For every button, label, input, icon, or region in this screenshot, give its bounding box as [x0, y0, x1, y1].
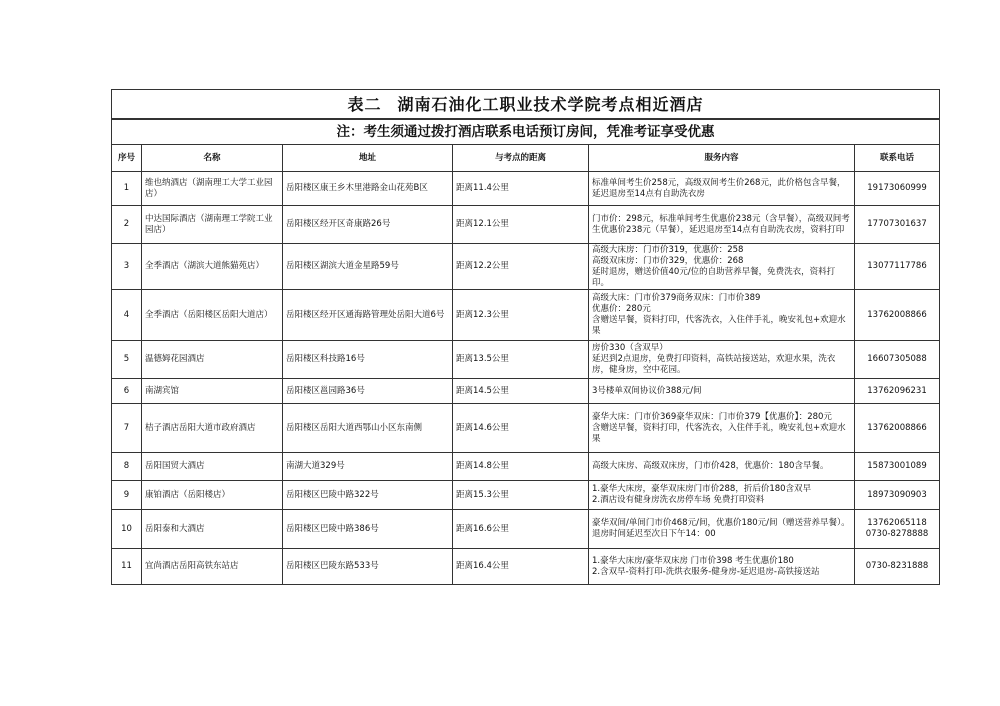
- cell-no: 5: [112, 341, 142, 379]
- cell-distance: 距离12.1公里: [453, 206, 589, 244]
- cell-distance: 距离15.3公里: [453, 481, 589, 510]
- table-note: 注：考生须通过拨打酒店联系电话预订房间，凭准考证享受优惠: [112, 119, 940, 145]
- cell-phone: [855, 453, 940, 481]
- phone-number: 15873001089: [867, 461, 927, 471]
- cell-service: [589, 290, 855, 341]
- cell-address: 岳阳楼区经开区奇康路26号: [283, 206, 453, 244]
- table-row: [112, 549, 940, 585]
- cell-phone: [855, 172, 940, 206]
- header-phone: 联系电话: [855, 145, 940, 172]
- cell-no: 9: [112, 481, 142, 510]
- cell-name: 南湖宾馆: [142, 379, 283, 404]
- cell-phone: [855, 379, 940, 404]
- service-line: 2.酒店设有健身房洗衣房停车场 免费打印资料: [592, 495, 765, 505]
- service-line: 高级双床房：门市价329，优惠价：268: [592, 255, 744, 266]
- cell-phone: [855, 404, 940, 453]
- header-no: 序号: [112, 145, 142, 172]
- service-line: 延迟到2点退房，免费打印资料，高铁站接送站，欢迎水果，洗衣房，健身房，空中花园。: [592, 354, 836, 375]
- cell-address: 岳阳楼区巴陵东路533号: [283, 549, 453, 585]
- cell-no: 2: [112, 206, 142, 244]
- service-line: 高级大床房、高级双床房，门市价428，优惠价：180含早餐。: [592, 461, 829, 471]
- cell-phone: [855, 549, 940, 585]
- cell-service: [589, 510, 855, 549]
- cell-name: 宜尚酒店岳阳高铁东站店: [142, 549, 283, 585]
- phone-number: 13077117786: [867, 261, 927, 271]
- service-line: 3号楼单双间协议价388元/间: [592, 385, 702, 396]
- service-line: 延时退房，赠送价值40元/位的自助营养早餐，免费洗衣，资料打印。: [592, 266, 836, 288]
- header-distance: 与考点的距离: [453, 145, 589, 172]
- phone-number: 19173060999: [867, 183, 927, 193]
- cell-no: 3: [112, 244, 142, 290]
- cell-service: [589, 481, 855, 510]
- cell-no: 1: [112, 172, 142, 206]
- service-line: 退房时间延迟至次日下午14：00: [592, 529, 716, 539]
- cell-name: 温德姆花园酒店: [142, 341, 283, 379]
- cell-distance: 距离14.8公里: [453, 453, 589, 481]
- cell-distance: 距离16.4公里: [453, 549, 589, 585]
- cell-service: [589, 453, 855, 481]
- cell-distance: 距离13.5公里: [453, 341, 589, 379]
- cell-name: 岳阳国贸大酒店: [142, 453, 283, 481]
- service-line: 房价330（含双早）: [592, 343, 668, 353]
- cell-phone: [855, 206, 940, 244]
- cell-no: 7: [112, 404, 142, 453]
- cell-address: 岳阳楼区巴陵中路322号: [283, 481, 453, 510]
- phone-number: 17707301637: [867, 219, 927, 229]
- table-title-text: 湖南石油化工职业技术学院考点相近酒店: [397, 94, 704, 114]
- cell-service: [589, 404, 855, 453]
- service-line: 豪华双间/单间门市价468元/间，优惠价180元/间（赠送营养早餐）。: [592, 518, 850, 528]
- hotel-table: [111, 89, 940, 585]
- cell-no: 10: [112, 510, 142, 549]
- header-name: 名称: [142, 145, 283, 172]
- service-line: 标准单间考生价258元，高级双间考生价268元，此价格包含早餐，延迟退房至14点有自助洗衣房: [592, 177, 846, 199]
- service-line: 高级大床：门市价379商务双床：门市价389: [592, 293, 761, 303]
- phone-number: 13762096231: [867, 385, 927, 396]
- service-line: 高级大床房：门市价319，优惠价：258: [592, 244, 744, 255]
- phone-number: 18973090903: [867, 489, 927, 500]
- phone-number: 13762008866: [867, 422, 927, 433]
- table-row: [112, 481, 940, 510]
- cell-no: 11: [112, 549, 142, 585]
- cell-address: 岳阳楼区邕园路36号: [283, 379, 453, 404]
- table-row: [112, 510, 940, 549]
- service-line: 含赠送早餐，资料打印，代客洗衣，入住伴手礼，晚安礼包+欢迎水果: [592, 315, 846, 336]
- cell-name: 全季酒店（岳阳楼区岳阳大道店）: [142, 290, 283, 341]
- cell-phone: [855, 481, 940, 510]
- cell-address: 岳阳楼区科技路16号: [283, 341, 453, 379]
- table-row: [112, 172, 940, 206]
- cell-name: 桔子酒店岳阳大道市政府酒店: [142, 404, 283, 453]
- cell-service: [589, 379, 855, 404]
- phone-number: 13762008866: [867, 309, 927, 320]
- cell-distance: 距离11.4公里: [453, 172, 589, 206]
- phone-number: 0730-8278888: [865, 529, 929, 539]
- cell-service: [589, 341, 855, 379]
- table-title-prefix: 表二: [347, 94, 382, 114]
- table-row: [112, 379, 940, 404]
- cell-name: 中达国际酒店（湖南理工学院工业园店）: [142, 206, 283, 244]
- cell-phone: [855, 290, 940, 341]
- cell-service: [589, 549, 855, 585]
- cell-address: 南湖大道329号: [283, 453, 453, 481]
- service-line: 含赠送早餐，资料打印，代客洗衣，入住伴手礼，晚安礼包+欢迎水果: [592, 422, 846, 444]
- phone-number: 0730-8231888: [865, 561, 929, 571]
- service-line: 1.豪华大床房，豪华双床房门市价288，折后价180含双早: [592, 484, 812, 494]
- cell-no: 4: [112, 290, 142, 341]
- cell-address: 岳阳楼区经开区通海路管理处岳阳大道6号: [283, 290, 453, 341]
- table-row: [112, 206, 940, 244]
- cell-no: 6: [112, 379, 142, 404]
- header-address: 地址: [283, 145, 453, 172]
- cell-address: 岳阳楼区岳阳大道西鄂山小区东南侧: [283, 404, 453, 453]
- cell-no: 8: [112, 453, 142, 481]
- table-row: [112, 290, 940, 341]
- cell-distance: 距离12.2公里: [453, 244, 589, 290]
- service-line: 门市价：298元，标准单间考生优惠价238元（含早餐），高级双间考生优惠价238元（早餐），延迟退房至14点有自助洗衣房，资料打印: [592, 213, 850, 235]
- cell-address: 岳阳楼区康王乡木里港路金山花苑B区: [283, 172, 453, 206]
- cell-distance: 距离14.6公里: [453, 404, 589, 453]
- table-row: [112, 404, 940, 453]
- cell-address: 岳阳楼区巴陵中路386号: [283, 510, 453, 549]
- cell-name: 岳阳泰和大酒店: [142, 510, 283, 549]
- cell-phone: [855, 510, 940, 549]
- phone-number: 16607305088: [867, 354, 927, 364]
- cell-service: [589, 206, 855, 244]
- cell-phone: [855, 244, 940, 290]
- cell-service: [589, 172, 855, 206]
- cell-phone: [855, 341, 940, 379]
- table-row: [112, 453, 940, 481]
- cell-name: 全季酒店（湖滨大道熊猫苑店）: [142, 244, 283, 290]
- cell-name: 康铂酒店（岳阳楼店）: [142, 481, 283, 510]
- cell-name: 维也纳酒店（湖南理工大学工业园店）: [142, 172, 283, 206]
- table-row: [112, 341, 940, 379]
- cell-distance: 距离14.5公里: [453, 379, 589, 404]
- header-row: [112, 145, 940, 172]
- service-line: 豪华大床：门市价369豪华双床：门市价379【优惠价】：280元: [592, 411, 832, 422]
- cell-distance: 距离16.6公里: [453, 510, 589, 549]
- service-line: 2.含双早-资料打印-洗烘衣服务-健身房-延迟退房-高铁接送站: [592, 566, 820, 577]
- service-line: 优惠价：280元: [592, 304, 651, 314]
- table-row: [112, 244, 940, 290]
- cell-service: [589, 244, 855, 290]
- phone-number: 13762065118: [867, 518, 927, 528]
- service-line: 1.豪华大床房/豪华双床房 门市价398 考生优惠价180: [592, 555, 794, 566]
- cell-distance: 距离12.3公里: [453, 290, 589, 341]
- cell-address: 岳阳楼区湖滨大道金星路59号: [283, 244, 453, 290]
- header-service: 服务内容: [589, 145, 855, 172]
- table-title: [112, 90, 940, 120]
